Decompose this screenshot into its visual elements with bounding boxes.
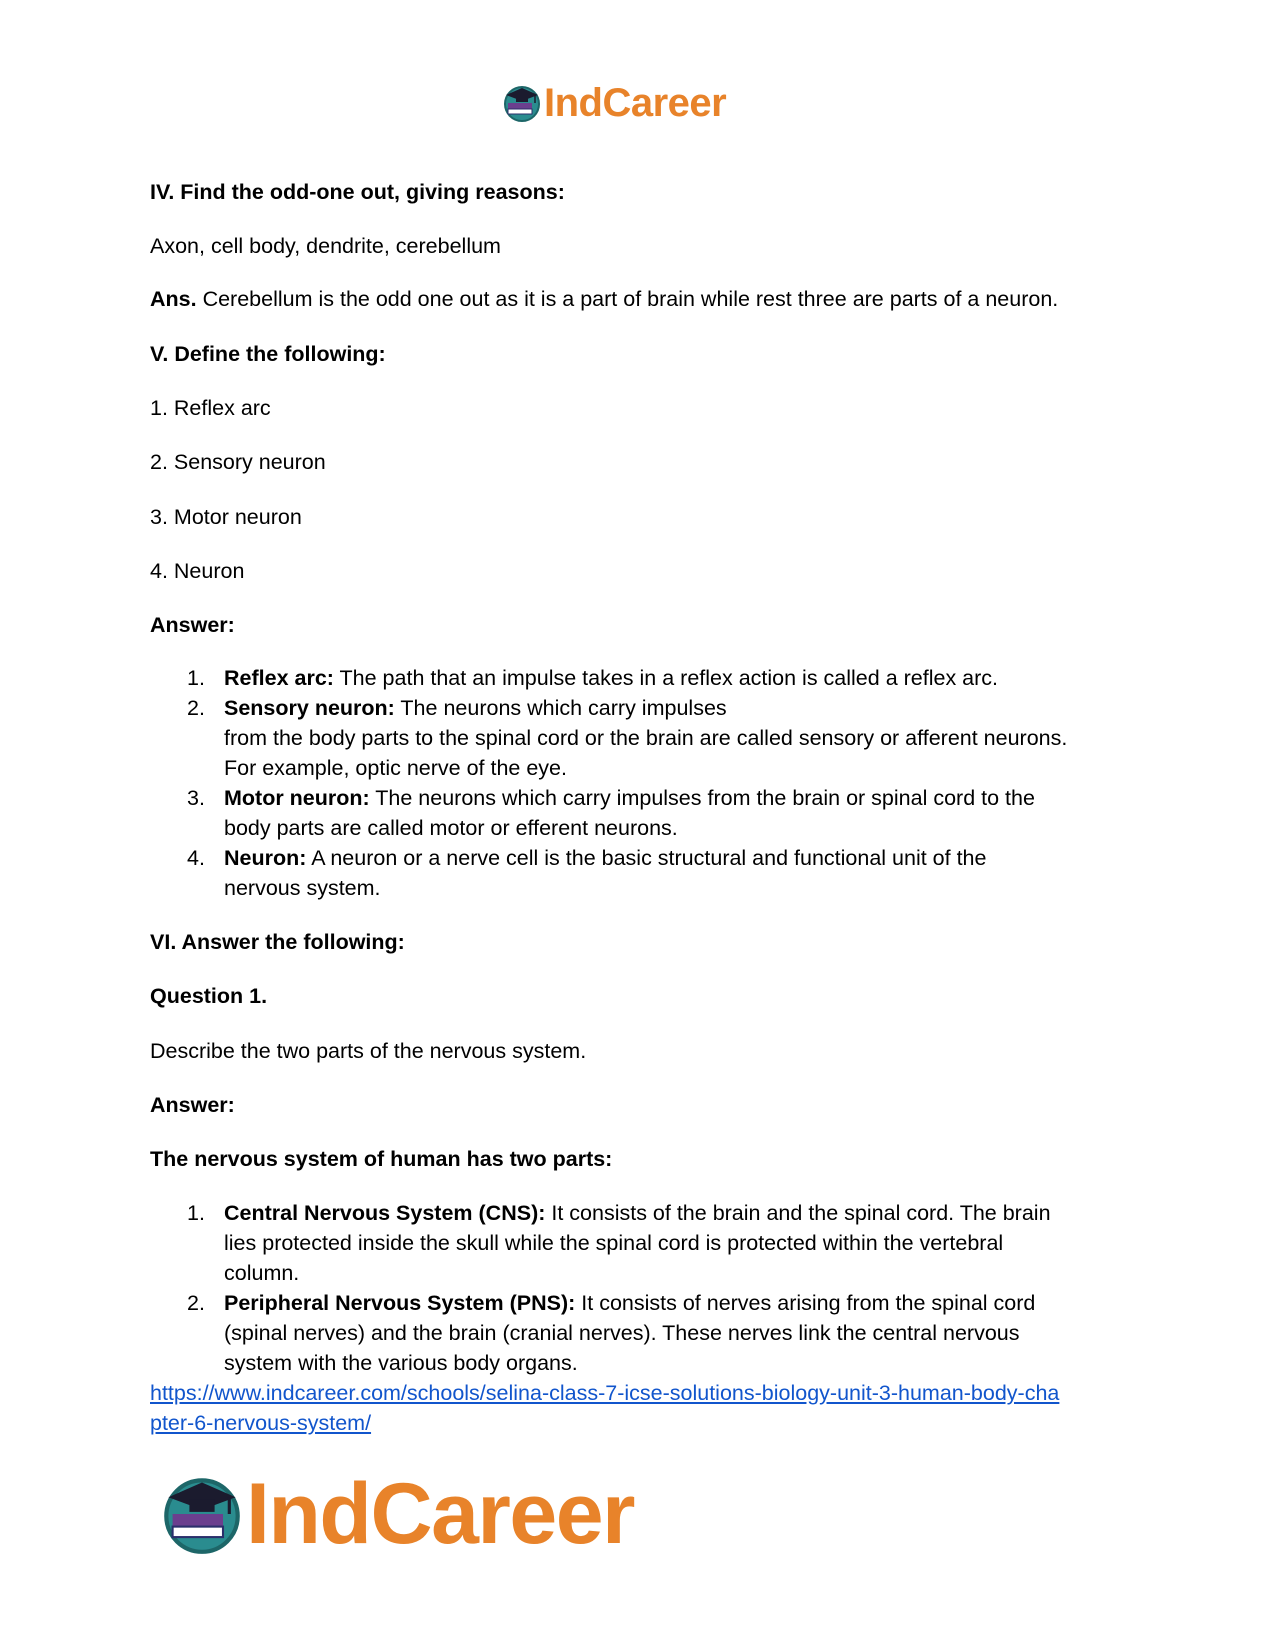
section-vi-heading: VI. Answer the following: [150,930,405,954]
define-item-1: 1. Reflex arc [150,396,271,420]
ans-label: Ans. [150,287,197,311]
logo-wordmark: IndCareer [544,80,727,125]
list-text [224,693,727,723]
question-label: Question 1. [150,984,268,1008]
source-link-line-2[interactable]: pter-6-nervous-system/ [150,1411,372,1435]
term: Reflex arc: [224,666,334,690]
source-link[interactable] [150,1378,1059,1408]
question-text: Describe the two parts of the nervous system. [150,1039,587,1063]
list-text [224,783,1035,813]
list-number: 1. [187,666,205,690]
ans-text: Cerebellum is the odd one out as it is a part of brain while rest three are parts of a neuron. [196,287,1059,311]
odd-one-out-answer [150,284,1058,314]
definition-text: The neurons which carry impulses [394,696,727,720]
define-item-2: 2. Sensory neuron [150,450,326,474]
section-v-heading: V. Define the following: [150,342,386,366]
term: Central Nervous System (CNS): [224,1201,546,1225]
list-text [224,1288,1035,1318]
term: Sensory neuron: [224,696,395,720]
answer-label: Answer: [150,1093,235,1117]
list-number: 2. [187,696,205,720]
answer-intro: The nervous system of human has two parts: [150,1147,613,1171]
definition-text: column. [224,1261,300,1285]
list-number: 1. [187,1201,205,1225]
odd-one-out-question: Axon, cell body, dendrite, cerebellum [150,234,501,258]
section-iv-heading: IV. Find the odd-one out, giving reasons: [150,180,565,204]
logo-wordmark: IndCareer [246,1465,634,1562]
indcareer-logo-bottom [160,1466,634,1562]
list-number: 4. [187,846,205,870]
list-text [224,843,986,873]
list-text [224,663,998,693]
definition-text: It consists of nerves arising from the spinal cord [575,1291,1036,1315]
definition-text: lies protected inside the skull while the spinal cord is protected within the vertebral [224,1231,1004,1255]
term: Motor neuron: [224,786,370,810]
definition-text: body parts are called motor or efferent neurons. [224,816,678,840]
term: Neuron: [224,846,307,870]
graduation-globe-icon [502,83,542,123]
define-item-4: 4. Neuron [150,559,245,583]
list-text [224,1198,1051,1228]
definition-text: The neurons which carry impulses from the brain or spinal cord to the [369,786,1035,810]
list-number: 2. [187,1291,205,1315]
graduation-globe-icon [160,1472,244,1556]
definition-text: nervous system. [224,876,381,900]
list-number: 3. [187,786,205,810]
definition-text: system with the various body organs. [224,1351,578,1375]
definition-text: (spinal nerves) and the brain (cranial nerves). These nerves link the central nervous [224,1321,1020,1345]
definition-text: A neuron or a nerve cell is the basic structural and functional unit of the [306,846,987,870]
definition-text: from the body parts to the spinal cord or the brain are called sensory or afferent neurons. [224,726,1068,750]
definition-text: It consists of the brain and the spinal cord. The brain [545,1201,1051,1225]
definition-text: For example, optic nerve of the eye. [224,756,567,780]
source-link-continued[interactable] [150,1408,371,1438]
source-link-line-1[interactable]: https://www.indcareer.com/schools/selina-class-7-icse-solutions-biology-unit-3-human-body-cha [150,1381,1060,1405]
indcareer-logo-top [502,80,726,126]
define-item-3: 3. Motor neuron [150,505,302,529]
answer-label: Answer: [150,613,235,637]
term: Peripheral Nervous System (PNS): [224,1291,576,1315]
definition-text: The path that an impulse takes in a reflex action is called a reflex arc. [333,666,999,690]
